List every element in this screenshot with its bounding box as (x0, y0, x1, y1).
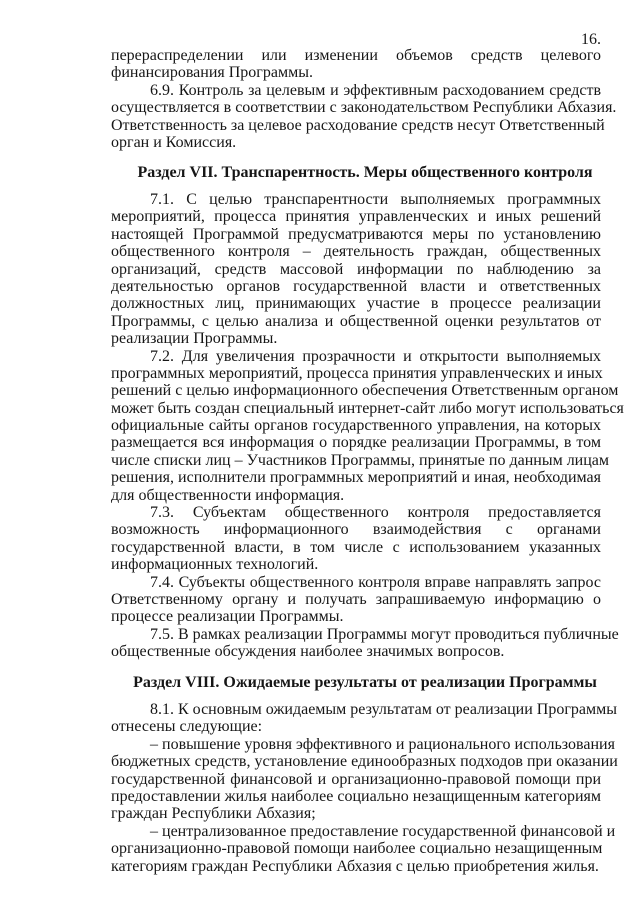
text-line: финансирования Программы. (111, 64, 313, 82)
text-line: 7.1. С целью транспарентности выполняемых программных (150, 191, 601, 208)
text-line: 8.1. К основным ожидаемым результатам от реализации Программы (150, 701, 618, 718)
paragraph (111, 822, 616, 875)
page-number: 16. (581, 31, 601, 48)
text-line: перераспределении или изменении объемов средств целевого (111, 47, 601, 64)
text-line: может быть создан специальный интернет-сайт либо могут использоваться (111, 399, 624, 417)
section8-body (111, 701, 618, 875)
text-line: Ответственному органу и получать запрашиваемую информацию о (111, 590, 601, 608)
text-line: официальные сайты органов государственного управления, на которых (111, 417, 601, 435)
text-line: орган и Комиссия. (111, 133, 237, 151)
paragraph (111, 625, 619, 661)
text-line: информационных технологий. (111, 556, 319, 574)
paragraph (111, 47, 601, 82)
paragraph (111, 701, 618, 736)
paragraph (111, 347, 624, 505)
paragraph (111, 574, 601, 626)
text-line: должностных лиц, принимающих участие в процессе реализации (111, 295, 601, 313)
text-line: возможность информационного взаимодействия с органами (111, 521, 601, 539)
text-line: числе списки лиц – Участников Программы, принятые по данным лицам (111, 451, 610, 469)
text-line: общественного контроля – деятельность граждан, общественных (111, 243, 601, 261)
text-line: категориям граждан Республики Абхазия с целью приобретения жилья. (111, 857, 599, 875)
paragraph (111, 191, 601, 348)
text-line: процессе реализации Программы. (111, 608, 344, 626)
text-line: отнесены следующие: (111, 718, 263, 736)
text-line: для общественности информация. (111, 486, 345, 504)
text-line: – повышение уровня эффективного и рационального использования (150, 735, 615, 753)
section8-heading: Раздел VIII. Ожидаемые результаты от реализации Программы (133, 674, 597, 691)
text-line: размещается вся информация о порядке реализации Программы, в том (111, 434, 601, 452)
text-line: 6.9. Контроль за целевым и эффективным расходованием средств (150, 81, 601, 99)
text-line: 7.3. Субъектам общественного контроля предоставляется (150, 504, 601, 522)
text-line: реализации Программы. (111, 330, 278, 348)
paragraph (111, 81, 617, 152)
text-line: мероприятий, процесса принятия управленческих и иных решений (111, 208, 601, 226)
text-line: настоящей Программой предусматриваются меры по установлению (111, 225, 601, 243)
paragraph (111, 735, 618, 823)
text-line: организаций, средств массовой информации по наблюдению за (111, 260, 601, 278)
section6-tail (111, 47, 617, 151)
text-line: предоставлении жилья наиболее социально незащищенным категориям (111, 787, 601, 805)
text-line: 7.2. Для увеличения прозрачности и открытости выполняемых (150, 347, 601, 365)
section7-body (111, 191, 624, 661)
text-line: 7.5. В рамках реализации Программы могут проводиться публичные (150, 625, 619, 643)
text-line: 7.4. Субъекты общественного контроля вправе направлять запрос (150, 573, 601, 591)
text-line: программных мероприятий, процесса принятия управленческих и иных (111, 364, 603, 382)
text-line: организационно-правовой помощи наиболее социально незащищенным (111, 840, 603, 858)
text-line: общественные обсуждения наиболее значимых вопросов. (111, 643, 505, 661)
text-line: осуществляется в соответствии с законодательством Республики Абхазия. (111, 99, 617, 117)
text-line: бюджетных средств, установление единообразных подходов при оказании (111, 753, 618, 771)
text-line: граждан Республики Абхазия; (111, 805, 316, 823)
section7-heading: Раздел VII. Транспарентность. Меры общественного контроля (137, 164, 593, 181)
paragraph (111, 504, 601, 574)
text-line: решения, исполнители программных мероприятий и иная, необходимая (111, 469, 601, 487)
text-line: деятельностью органов государственной власти и ответственных (111, 277, 601, 295)
text-line: – централизованное предоставление государственной финансовой и (150, 822, 616, 840)
text-line: Программы, с целью анализа и общественной оценки результатов от (111, 312, 601, 330)
text-line: государственной власти, в том числе с использованием указанных (111, 538, 601, 556)
text-line: государственной финансовой и организационно-правовой помощи при (111, 770, 601, 788)
text-line: Ответственность за целевое расходование средств несут Ответственный (111, 116, 605, 134)
text-line: решений с целью информационного обеспечения Ответственным органом (111, 382, 619, 400)
